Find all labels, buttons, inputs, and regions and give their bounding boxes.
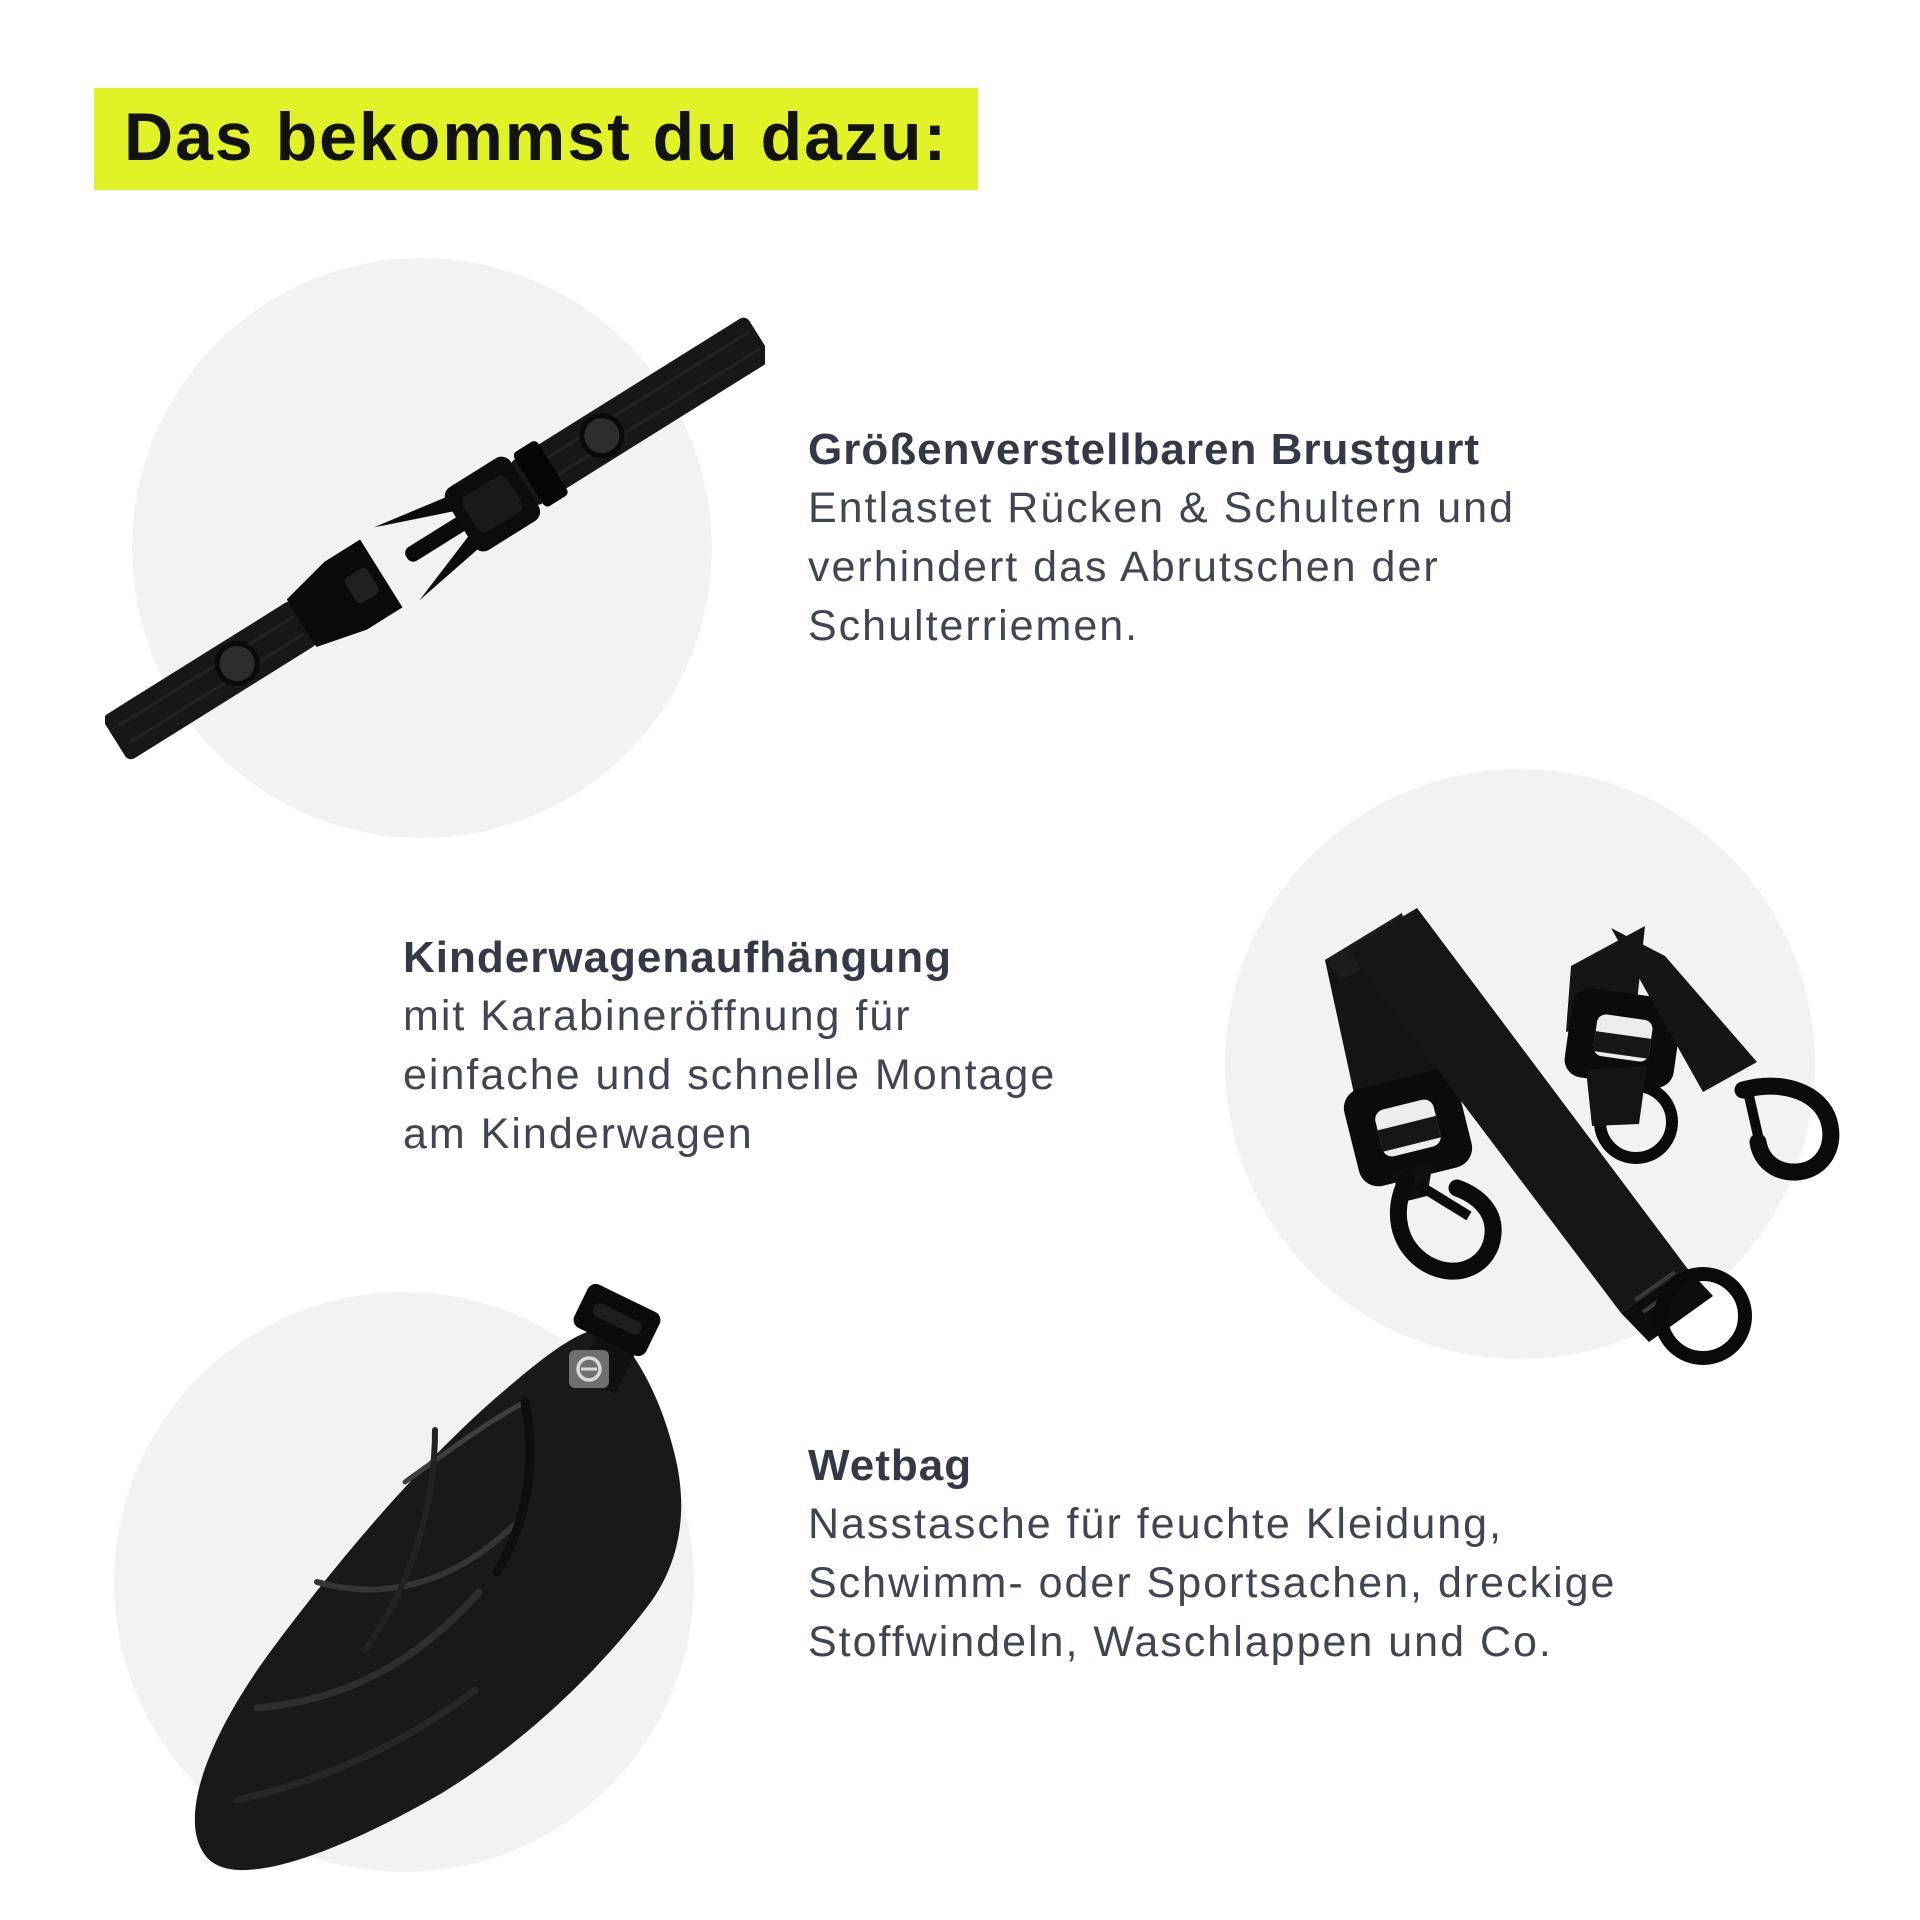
- wetbag-photo: [105, 1280, 765, 1920]
- feature-heading: Wetbag: [808, 1441, 973, 1490]
- feature-block-kinderwagenaufhaengung: [403, 928, 1056, 1164]
- page-title: [94, 88, 978, 190]
- feature-text-line: mit Karabineröffnung für: [403, 992, 912, 1040]
- page-title-text: Das bekommst du dazu:: [124, 99, 949, 175]
- feature-heading: Größenverstellbaren Brustgurt: [808, 425, 1481, 474]
- feature-text-line: einfache und schnelle Montage: [403, 1051, 1057, 1099]
- stroller-hanging-straps-photo: [1165, 760, 1865, 1460]
- feature-heading: Kinderwagenaufhängung: [403, 933, 952, 982]
- feature-block-wetbag: [808, 1436, 1616, 1672]
- feature-text-line: Entlastet Rücken & Schultern und: [808, 484, 1515, 532]
- feature-text-line: Nasstasche für feuchte Kleidung,: [808, 1500, 1504, 1548]
- feature-text-line: verhindert das Abrutschen der: [808, 543, 1440, 591]
- feature-text-line: Schulterriemen.: [808, 602, 1140, 650]
- feature-text-line: Schwimm- oder Sportsachen, dreckige: [808, 1559, 1617, 1607]
- feature-block-brustgurt: [808, 420, 1515, 656]
- feature-text-line: Stoffwindeln, Waschlappen und Co.: [808, 1618, 1553, 1666]
- feature-text-line: am Kinderwagen: [403, 1110, 754, 1158]
- chest-strap-photo: [105, 240, 765, 900]
